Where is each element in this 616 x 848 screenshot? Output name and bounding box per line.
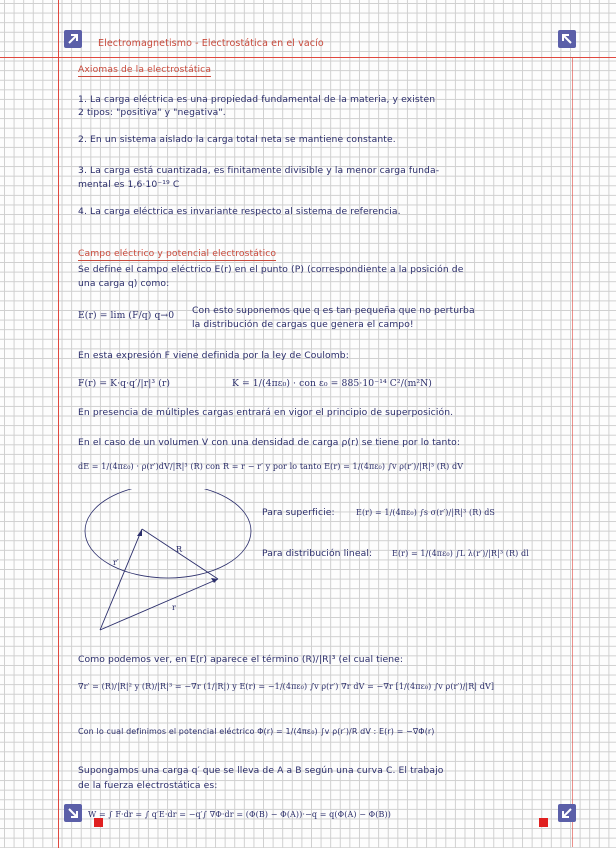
coulomb-intro: En esta expresión F viene definida por la ley de Coulomb: (78, 350, 349, 361)
axiom-3-line-1: 3. La carga está cuantizada, es finitamente divisible y la menor carga funda- (78, 165, 440, 176)
potential-equation: Con lo cual definimos el potencial eléctrico Φ(r) = 1/(4πε₀) ∫v ρ(r′)/R dV : E(r) = −∇Φ(r) (78, 727, 435, 736)
term-intro: Como podemos ver, en E(r) aparece el término (R)/|R|³ (el cual tiene: (78, 654, 404, 665)
left-margin-line (58, 0, 59, 848)
R-vector (142, 529, 218, 579)
top-margin-line (0, 57, 616, 58)
field-definition-equation: E(r) = lim (F/q) q→0 (78, 310, 175, 321)
diagram-label-r-prime: r′ (113, 558, 119, 567)
field-definition-note-2: la distribución de cargas que genera el campo! (192, 319, 414, 330)
work-equation: W = ∫ F·dr = ∫ q′E·dr = −q′∫ ∇Φ·dr = (Φ(B) − Φ(A))·−q = q(Φ(A) − Φ(B)) (88, 810, 391, 819)
field-intro-line-2: una carga q) como: (78, 278, 170, 289)
gradient-equation: ∇r′ = (R)/|R|² y (R)/|R|³ = −∇r (1/|R|) y E(r) = −1/(4πε₀) ∫v ρ(r′) ∇r dV = −∇r [1/(4πε₀) ∫v ρ(r′)/|R| dV] (78, 682, 495, 691)
k-constant-equation: K = 1/(4πε₀) · con ε₀ = 885·10⁻¹⁴ C²/(m²N) (232, 378, 432, 389)
axiom-4: 4. La carga eléctrica es invariante respecto al sistema de referencia. (78, 206, 401, 217)
linear-equation: E(r) = 1/(4πε₀) ∫L λ(r′)/|R|³ (R) dl (392, 549, 529, 558)
work-intro-line-1: Supongamos una carga q′ que se lleva de A a B según una curva C. El trabajo (78, 765, 444, 776)
axiom-1-line-1: 1. La carga eléctrica es una propiedad fundamental de la materia, y existen (78, 94, 436, 105)
axiom-1-line-2: 2 tipos: "positiva" y "negativa". (78, 107, 226, 118)
bottom-left-red-square (94, 818, 103, 827)
section-field-title: Campo eléctrico y potencial electrostático (78, 248, 277, 259)
coulomb-equation: F(r) = K·q·q′/|r|³ (r) (78, 378, 171, 389)
axiom-2: 2. En un sistema aislado la carga total neta se mantiene constante. (78, 134, 396, 145)
page-title: Electromagnetismo - Electrostática en el vacío (98, 38, 324, 49)
corner-arrow-icon-bottom-right (558, 804, 576, 822)
charge-volume-diagram (74, 489, 254, 639)
section-axioms-title: Axiomas de la electrostática (78, 64, 212, 75)
field-definition-note-1: Con esto suponemos que q es tan pequeña que no perturba (192, 305, 475, 316)
surface-equation: E(r) = 1/(4πε₀) ∫s σ(r′)/|R|³ (R) dS (356, 508, 495, 517)
volume-intro: En el caso de un volumen V con una densidad de carga ρ(r) se tiene por lo tanto: (78, 437, 461, 448)
corner-arrow-icon-top-right (558, 30, 576, 48)
corner-arrow-icon-bottom-left (64, 804, 82, 822)
bottom-right-red-square (539, 818, 548, 827)
volume-ellipse (85, 489, 251, 578)
corner-arrow-icon-top-left (64, 30, 82, 48)
volume-equation: dE = 1/(4πε₀) · ρ(r′)dV/|R|³ (R) con R = r − r′ y por lo tanto E(r) = 1/(4πε₀) ∫v ρ(r′)/|R|³ (R) dV (78, 462, 464, 471)
axiom-3-line-2: mental es 1,6·10⁻¹⁹ C (78, 179, 180, 190)
linear-label: Para distribución lineal: (262, 548, 373, 559)
superposition-text: En presencia de múltiples cargas entrará en vigor el principio de superposición. (78, 407, 454, 418)
field-intro-line-1: Se define el campo eléctrico E(r) en el punto (P) (correspondiente a la posición de (78, 264, 464, 275)
surface-label: Para superficie: (262, 507, 335, 518)
work-intro-line-2: de la fuerza electrostática es: (78, 780, 218, 791)
diagram-label-r: r (172, 603, 176, 612)
right-margin-line (572, 57, 573, 847)
diagram-label-R: R (176, 545, 183, 554)
